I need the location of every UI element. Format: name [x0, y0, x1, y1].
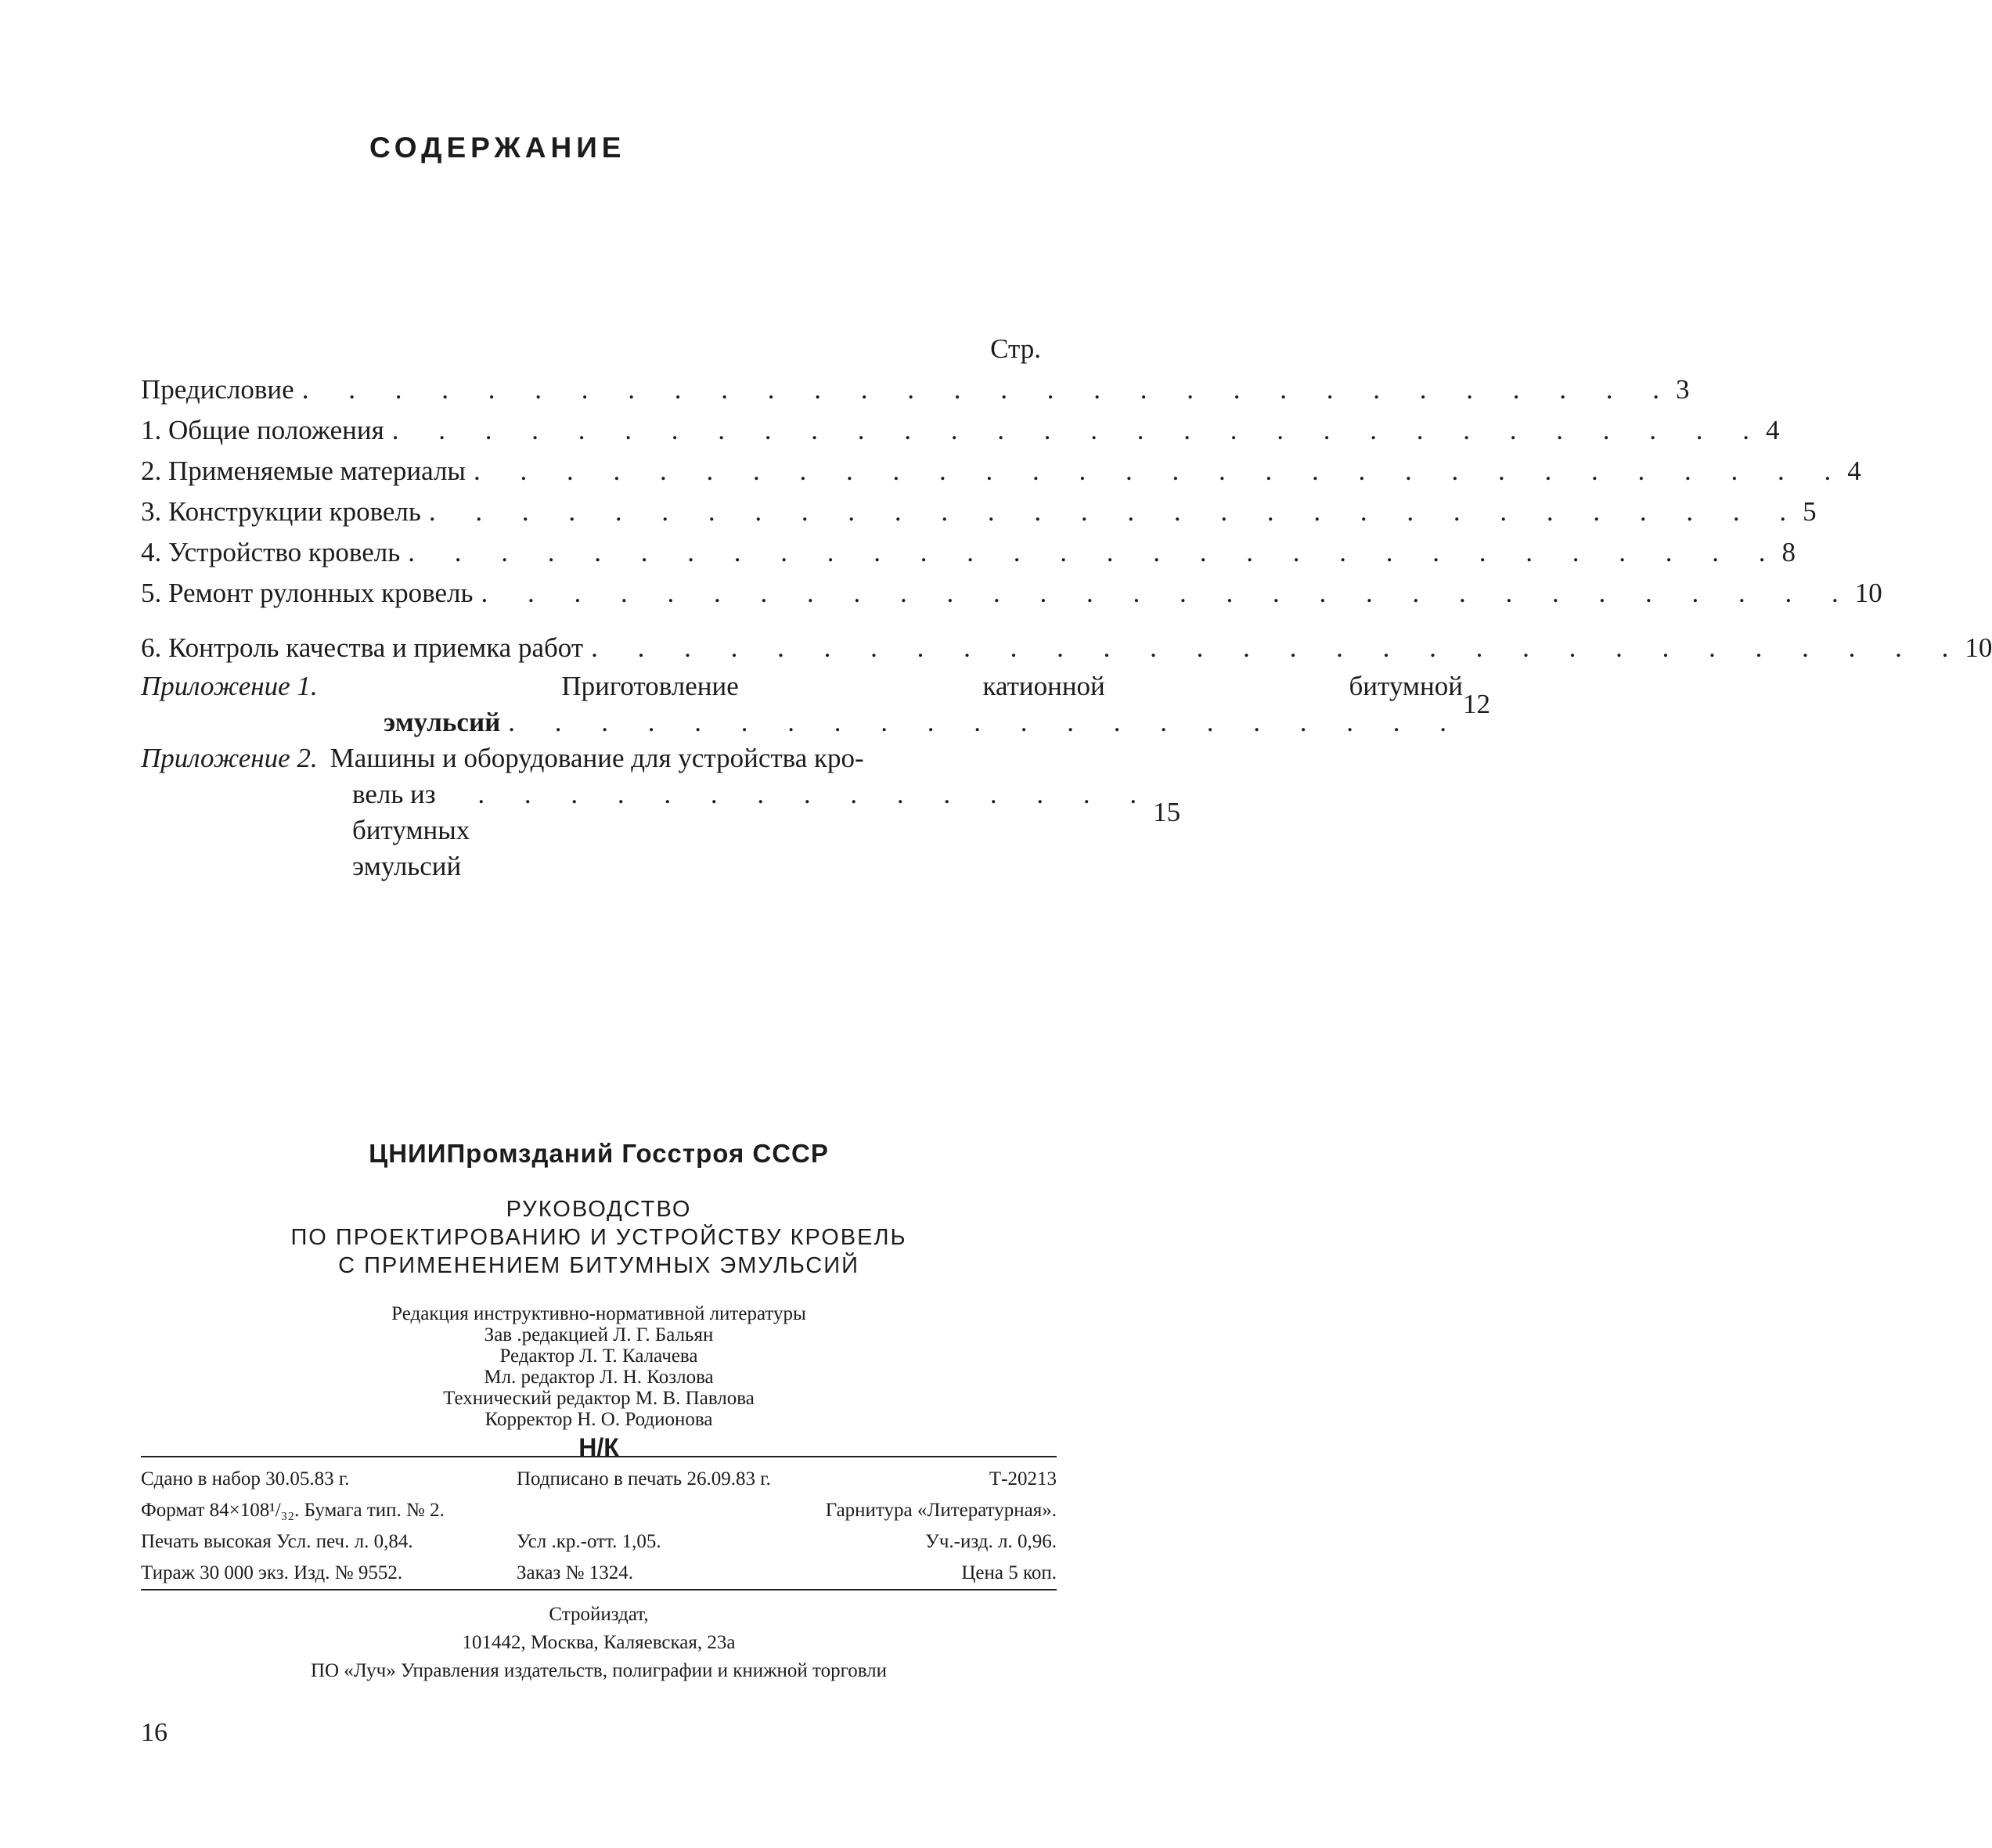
dot-leader: . . . . . . . . . . . . . . . . . . . . . . . . . . . . . .	[408, 537, 1782, 567]
top-divider	[141, 1456, 1057, 1457]
toc-entry-page: 10	[1965, 632, 1992, 663]
toc-entry-title: 4. Устройство кровель	[141, 537, 401, 567]
publication-cell: Т-20213	[989, 1468, 1057, 1490]
printer-line: ПО «Луч» Управления издательств, полиграфии и книжной торговли	[310, 1660, 888, 1681]
toc-entry-title: 3. Конструкции кровель	[141, 496, 421, 527]
publication-cell: Сдано в набор 30.05.83 г.	[141, 1468, 350, 1490]
publication-cell: Заказ № 1324.	[517, 1562, 633, 1583]
table-of-contents	[141, 329, 1992, 884]
toc-entry	[141, 369, 1690, 410]
publication-row	[141, 1558, 1057, 1589]
dot-leader: . . . . . . . . . . . . . . . . . . . . . . . . . . . . . .	[591, 632, 1965, 663]
editorial-credits	[141, 1303, 1057, 1430]
credit-line: Зав .редакцией Л. Г. Бальян	[484, 1324, 714, 1345]
credit-line: Редакция инструктивно-нормативной литературы	[391, 1303, 806, 1324]
nk-mark: Н/К	[578, 1433, 619, 1461]
page-column-label: Стр.	[990, 333, 1041, 364]
publication-row	[141, 1464, 1057, 1495]
dot-leader: . . . . . . . . . . . . . . . . . . . . . . . . . . . . . .	[391, 415, 1766, 445]
appendix-title-word: катионной	[982, 671, 1105, 701]
toc-entry-page: 10	[1854, 578, 1882, 608]
publication-cell: Усл .кр.-отт. 1,05.	[517, 1531, 661, 1552]
publication-cell: Печать высокая Усл. печ. л. 0,84.	[141, 1531, 413, 1552]
publication-cell: Уч.-изд. л. 0,96.	[925, 1531, 1057, 1552]
appendix-title-word: битумной	[1349, 671, 1464, 701]
imprint-block	[141, 1139, 1057, 1462]
credit-line: Корректор Н. О. Родионова	[484, 1409, 713, 1430]
toc-entry-page: 4	[1765, 415, 1780, 445]
dot-leader: . . . . . . . . . . . . . . .	[477, 779, 1154, 809]
toc-entry-title: Предисловие	[141, 374, 294, 405]
publication-cell: Подписано в печать 26.09.83 г.	[517, 1468, 771, 1490]
toc-entry-appendix-1	[141, 668, 1491, 740]
appendix-label: Приложение 1.	[141, 671, 318, 701]
publication-cell: Цена 5 коп.	[961, 1562, 1057, 1583]
appendix-title-word: Приготовление	[561, 671, 739, 701]
organization-name: ЦНИИПромзданий Госстроя СССР	[369, 1139, 829, 1168]
publisher-name: Стройиздат,	[549, 1604, 649, 1625]
toc-entry-page: 15	[1153, 797, 1181, 827]
publication-row	[141, 1526, 1057, 1558]
book-title-line: РУКОВОДСТВО	[506, 1197, 692, 1222]
contents-heading: СОДЕРЖАНИЕ	[369, 131, 626, 164]
dot-leader: . . . . . . . . . . . . . . . . . . . . . . . . . . . . . .	[428, 496, 1803, 527]
toc-entry	[141, 410, 1780, 451]
toc-entry-page: 3	[1675, 374, 1690, 405]
book-title	[141, 1195, 1057, 1280]
dot-leader: . . . . . . . . . . . . . . . . . . . . .	[508, 707, 1464, 737]
publisher-street: 101442, Москва, Каляевская, 23а	[462, 1632, 736, 1653]
dot-leader: . . . . . . . . . . . . . . . . . . . . . . . . . . . . . .	[301, 374, 1676, 405]
toc-entry-page: 12	[1463, 689, 1491, 719]
dot-leader: . . . . . . . . . . . . . . . . . . . . . . . . . . . . . .	[481, 578, 1855, 608]
toc-entry-page: 5	[1803, 496, 1817, 527]
appendix-title-continued: эмульсий	[384, 707, 501, 737]
toc-entry	[141, 492, 1817, 532]
toc-entry-appendix-2	[141, 740, 1181, 884]
publication-details	[141, 1464, 1057, 1589]
toc-entry	[141, 573, 1882, 614]
toc-entry-page: 4	[1847, 456, 1861, 486]
toc-entry	[141, 628, 1992, 668]
book-title-line: ПО ПРОЕКТИРОВАНИЮ И УСТРОЙСТВУ КРОВЕЛЬ	[290, 1225, 907, 1250]
toc-entry	[141, 532, 1796, 573]
toc-entry	[141, 451, 1861, 492]
publisher-address	[141, 1601, 1057, 1685]
bottom-divider	[141, 1589, 1057, 1590]
toc-entry-title: 2. Применяемые материалы	[141, 456, 466, 486]
appendix-title: Машины и оборудование для устройства кро-	[330, 743, 864, 773]
publication-cell: Тираж 30 000 экз. Изд. № 9552.	[141, 1562, 403, 1583]
dot-leader: . . . . . . . . . . . . . . . . . . . . . . . . . . . . . .	[473, 456, 1848, 486]
publication-cell: Гарнитура «Литературная».	[825, 1500, 1057, 1521]
toc-entry-title: 5. Ремонт рулонных кровель	[141, 578, 474, 608]
toc-entry-title: 1. Общие положения	[141, 415, 384, 445]
publication-cell: Формат 84×108¹/₃₂. Бумага тип. № 2.	[141, 1500, 445, 1521]
publication-row	[141, 1495, 1057, 1526]
credit-line: Редактор Л. Т. Калачева	[499, 1345, 698, 1367]
page-number: 16	[141, 1718, 168, 1747]
toc-entry-page: 8	[1781, 537, 1796, 567]
credit-line: Технический редактор М. В. Павлова	[443, 1388, 755, 1409]
credit-line: Мл. редактор Л. Н. Козлова	[484, 1367, 714, 1388]
appendix-title-continued: вель из битумных эмульсий	[352, 779, 470, 881]
toc-entry-title: 6. Контроль качества и приемка работ	[141, 632, 584, 663]
book-title-line: С ПРИМЕНЕНИЕМ БИТУМНЫХ ЭМУЛЬСИЙ	[338, 1253, 859, 1278]
appendix-label: Приложение 2.	[141, 743, 318, 773]
